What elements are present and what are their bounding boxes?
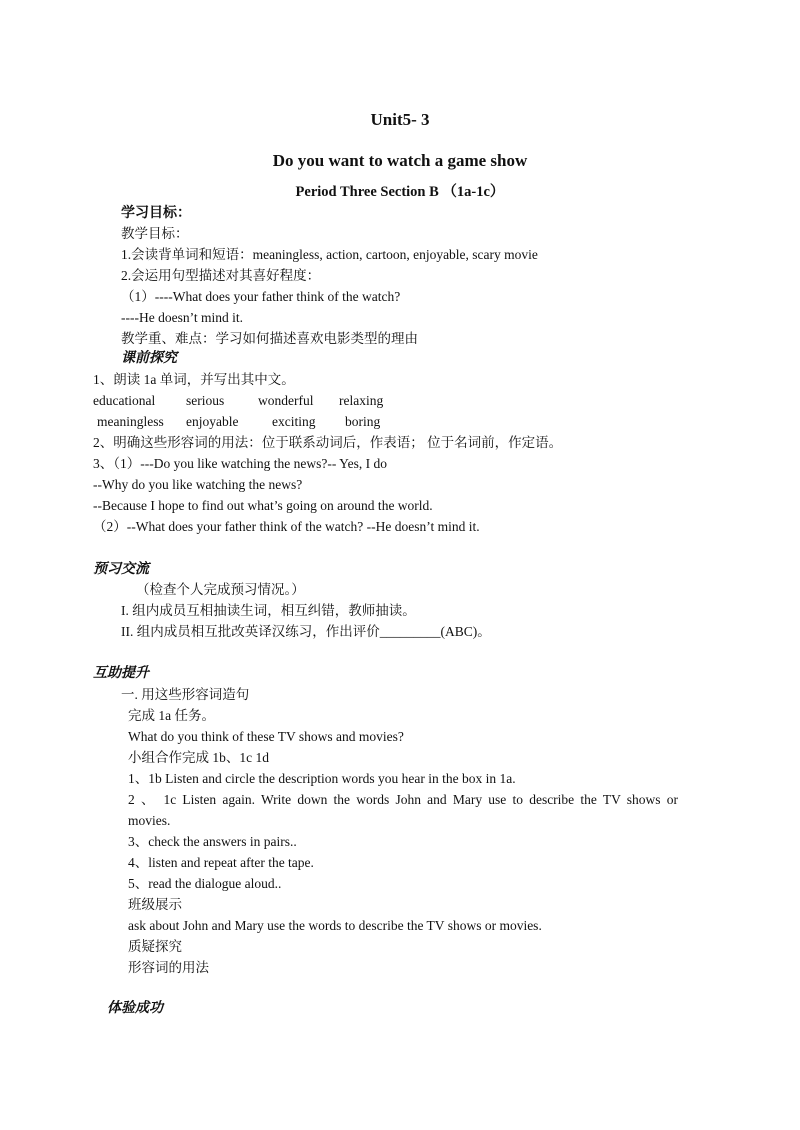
lesson-title: Do you want to watch a game show xyxy=(272,151,528,170)
word: educational xyxy=(93,393,156,408)
goals-heading: 学习目标： xyxy=(121,206,191,221)
preclass-line-5: --Because I hope to find out what’s going on around the world. xyxy=(93,498,433,513)
word: exciting xyxy=(272,414,316,429)
mutual-line: movies. xyxy=(128,813,171,828)
word: relaxing xyxy=(339,393,384,408)
word: serious xyxy=(186,393,225,408)
period-title: Period Three Section B （1a-1c） xyxy=(295,184,505,200)
mutual-line: 一. 用这些形容词造句 xyxy=(121,687,250,702)
goals-key-points: 教学重、难点：学习如何描述喜欢电影类型的理由 xyxy=(121,331,418,346)
mutual-line: 完成 1a 任务。 xyxy=(128,708,215,723)
goals-sub: 教学目标： xyxy=(121,226,189,241)
preview-heading: 预习交流 xyxy=(93,562,149,577)
mutual-line: 1、1b Listen and circle the description words you hear in the box in 1a. xyxy=(128,771,516,786)
word: boring xyxy=(345,414,381,429)
success-heading: 体验成功 xyxy=(107,1001,163,1016)
word: wonderful xyxy=(258,393,314,408)
preclass-line-2: 2、明确这些形容词的用法：位于联系动词后，作表语； 位于名词前，作定语。 xyxy=(93,435,563,450)
preview-item-2: II. 组内成员相互批改英译汉练习，作出评价_________(ABC)。 xyxy=(121,624,491,639)
mutual-line: 形容词的用法 xyxy=(128,960,209,975)
mutual-line: What do you think of these TV shows and movies? xyxy=(128,729,404,744)
mutual-line: 3、check the answers in pairs.. xyxy=(128,834,297,849)
goals-item-1: 1.会读背单词和短语：meaningless, action, cartoon, enjoyable, scary movie xyxy=(121,247,538,262)
preclass-line-6: （2）--What does your father think of the watch? --He doesn’t mind it. xyxy=(93,519,480,534)
preclass-heading: 课前探究 xyxy=(121,351,177,366)
goals-answer: ----He doesn’t mind it. xyxy=(121,310,243,325)
word-row-2 xyxy=(0,414,800,430)
preview-item-1: I. 组内成员互相抽读生词，相互纠错，教师抽读。 xyxy=(121,603,416,618)
unit-title: Unit5- 3 xyxy=(370,110,430,129)
word: enjoyable xyxy=(186,414,239,429)
mutual-line: 小组合作完成 1b、1c 1d xyxy=(128,750,269,765)
mutual-line: 质疑探究 xyxy=(128,939,182,954)
mutual-line: 2 、 1c Listen again. Write down the words John and Mary use to describe the TV shows or xyxy=(128,792,678,807)
mutual-heading: 互助提升 xyxy=(93,666,149,681)
word-row-1 xyxy=(0,393,800,409)
goals-question: （1）----What does your father think of the watch? xyxy=(121,289,401,304)
preclass-line-3: 3、（1）---Do you like watching the news?-- Yes, I do xyxy=(93,456,387,471)
mutual-line: 4、listen and repeat after the tape. xyxy=(128,855,314,870)
preclass-line-4: --Why do you like watching the news? xyxy=(93,477,303,492)
preview-note: （检查个人完成预习情况。） xyxy=(136,582,305,597)
mutual-line: 5、read the dialogue aloud.. xyxy=(128,876,282,891)
goals-item-2: 2.会运用句型描述对其喜好程度： xyxy=(121,268,321,283)
mutual-line: 班级展示 xyxy=(128,897,182,912)
preclass-line-1: 1、朗读 1a 单词，并写出其中文。 xyxy=(93,372,295,387)
word: meaningless xyxy=(97,414,164,429)
mutual-line: ask about John and Mary use the words to describe the TV shows or movies. xyxy=(128,918,542,933)
